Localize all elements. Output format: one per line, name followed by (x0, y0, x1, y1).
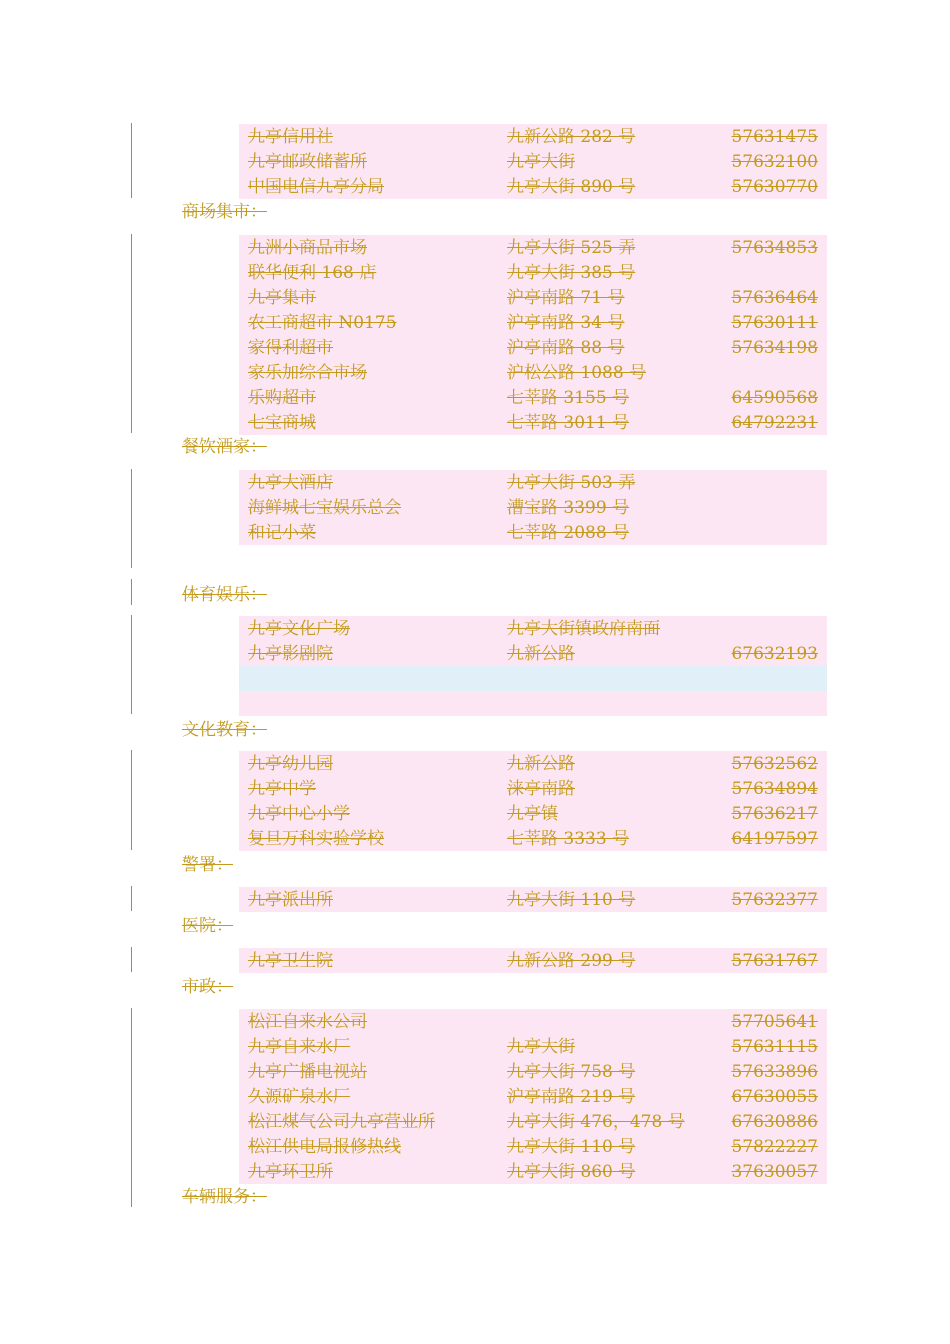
entry-phone: 57631115 (731, 1037, 818, 1057)
entry-name: 九洲小商品市场 (248, 238, 367, 258)
entry-phone: 67630055 (731, 1087, 818, 1107)
table-row (239, 1159, 827, 1184)
margin-bar (131, 579, 132, 605)
table-row (239, 1009, 827, 1034)
entry-phone: 64197597 (731, 829, 818, 849)
entry-phone: 64590568 (731, 388, 818, 408)
entry-address: 九亭镇 (507, 804, 558, 824)
entry-name: 松江煤气公司九亭营业所 (248, 1112, 435, 1132)
entry-address: 沪亭南路 219 号 (507, 1087, 636, 1107)
entry-name: 松江供电局报修热线 (248, 1137, 401, 1157)
table-row (239, 149, 827, 174)
table-row (239, 1034, 827, 1059)
entry-name: 九亭中心小学 (248, 804, 350, 824)
table-row (239, 335, 827, 360)
section-heading: 餐饮酒家： (182, 437, 267, 457)
table-row (239, 776, 827, 801)
section-heading: 文化教育： (182, 720, 267, 740)
table-row (239, 1109, 827, 1134)
entry-address: 九亭大街 (507, 152, 575, 172)
entry-address: 九亭大街 (507, 1037, 575, 1057)
entry-address: 九新公路 (507, 754, 575, 774)
entry-address: 九亭大街 110 号 (507, 890, 636, 910)
margin-bar (131, 234, 132, 433)
table-row (239, 520, 827, 545)
entry-address: 七莘路 2088 号 (507, 523, 630, 543)
entry-address: 漕宝路 3399 号 (507, 498, 630, 518)
table-row (239, 948, 827, 973)
table-row (239, 235, 827, 260)
table-row (239, 495, 827, 520)
entry-name: 九亭幼儿园 (248, 754, 333, 774)
entry-name: 松江自来水公司 (248, 1012, 367, 1032)
entry-name: 家得利超市 (248, 338, 333, 358)
entry-phone: 37630057 (731, 1162, 818, 1182)
entry-address: 沪亭南路 88 号 (507, 338, 625, 358)
table-row (239, 1059, 827, 1084)
entry-phone: 57632562 (731, 754, 818, 774)
margin-bar (131, 1008, 132, 1207)
entry-name: 农工商超市 N0175 (248, 313, 397, 333)
entry-phone: 57634853 (731, 238, 818, 258)
entry-phone: 57634198 (731, 338, 818, 358)
table-row (239, 1134, 827, 1159)
entry-phone: 57636464 (731, 288, 818, 308)
entry-name: 久源矿泉水厂 (248, 1087, 350, 1107)
margin-bar (131, 886, 132, 911)
entry-name: 九亭卫生院 (248, 951, 333, 971)
entry-name: 海鲜城七宝娱乐总会 (248, 498, 401, 518)
table-row (239, 1084, 827, 1109)
entry-address: 七莘路 3011 号 (507, 413, 630, 433)
entry-address: 七莘路 3333 号 (507, 829, 630, 849)
table-row (239, 666, 827, 691)
table-row (239, 691, 827, 716)
margin-bar (131, 123, 132, 198)
entry-address: 九新公路 (507, 644, 575, 664)
entry-address: 九亭大街 476，478 号 (507, 1112, 685, 1132)
entry-phone: 57633896 (731, 1062, 818, 1082)
section-heading: 警署： (182, 855, 233, 875)
table-row (239, 260, 827, 285)
section-heading: 医院： (182, 916, 233, 936)
entry-name: 九亭邮政储蓄所 (248, 152, 367, 172)
entry-name: 复旦万科实验学校 (248, 829, 384, 849)
entry-name: 九亭信用社 (248, 127, 333, 147)
entry-address: 沪亭南路 71 号 (507, 288, 625, 308)
table-row (239, 470, 827, 495)
table-row (239, 285, 827, 310)
entry-phone: 64792231 (731, 413, 818, 433)
table-row (239, 360, 827, 385)
entry-phone: 67632193 (731, 644, 818, 664)
table-row (239, 826, 827, 851)
entry-name: 九亭中学 (248, 779, 316, 799)
margin-bar (131, 947, 132, 972)
entry-phone: 57630770 (731, 177, 818, 197)
entry-name: 九亭自来水厂 (248, 1037, 350, 1057)
table-row (239, 410, 827, 435)
entry-phone: 57631767 (731, 951, 818, 971)
section-heading: 车辆服务： (182, 1187, 267, 1207)
entry-address: 九新公路 282 号 (507, 127, 636, 147)
entry-address: 九亭大街 385 号 (507, 263, 636, 283)
entry-name: 家乐加综合市场 (248, 363, 367, 383)
entry-phone: 57632377 (731, 890, 818, 910)
entry-address: 九亭大街 525 弄 (507, 238, 636, 258)
entry-address: 九亭大街 860 号 (507, 1162, 636, 1182)
table-row (239, 124, 827, 149)
entry-name: 和记小菜 (248, 523, 316, 543)
table-row (239, 174, 827, 199)
entry-address: 七莘路 3155 号 (507, 388, 630, 408)
entry-address: 沪松公路 1088 号 (507, 363, 647, 383)
entry-name: 九亭环卫所 (248, 1162, 333, 1182)
entry-phone: 57634894 (731, 779, 818, 799)
table-row (239, 616, 827, 641)
entry-name: 九亭派出所 (248, 890, 333, 910)
entry-address: 九新公路 299 号 (507, 951, 636, 971)
table-row (239, 641, 827, 666)
entry-name: 九亭广播电视站 (248, 1062, 367, 1082)
entry-phone: 57632100 (731, 152, 818, 172)
margin-bar (131, 469, 132, 568)
entry-phone: 57636217 (731, 804, 818, 824)
entry-name: 乐购超市 (248, 388, 316, 408)
entry-name: 七宝商城 (248, 413, 316, 433)
entry-address: 九亭大街镇政府南面 (507, 619, 660, 639)
entry-address: 九亭大街 890 号 (507, 177, 636, 197)
entry-phone: 57630111 (731, 313, 818, 333)
entry-name: 九亭文化广场 (248, 619, 350, 639)
entry-phone: 57822227 (731, 1137, 818, 1157)
entry-phone: 57705641 (731, 1012, 818, 1032)
margin-bar (131, 750, 132, 850)
section-heading: 市政： (182, 977, 233, 997)
entry-phone: 57631475 (731, 127, 818, 147)
entry-name: 九亭集市 (248, 288, 316, 308)
entry-address: 九亭大街 503 弄 (507, 473, 636, 493)
table-row (239, 887, 827, 912)
table-row (239, 801, 827, 826)
table-row (239, 751, 827, 776)
entry-address: 沪亭南路 34 号 (507, 313, 625, 333)
entry-phone: 67630886 (731, 1112, 818, 1132)
section-heading: 商场集市： (182, 202, 267, 222)
table-row (239, 385, 827, 410)
margin-bar (131, 615, 132, 714)
section-heading: 体育娱乐： (182, 585, 267, 605)
entry-address: 九亭大街 110 号 (507, 1137, 636, 1157)
entry-name: 联华便利 168 店 (248, 263, 377, 283)
entry-address: 九亭大街 758 号 (507, 1062, 636, 1082)
table-row (239, 310, 827, 335)
entry-name: 九亭大酒店 (248, 473, 333, 493)
entry-name: 中国电信九亭分局 (248, 177, 384, 197)
entry-name: 九亭影剧院 (248, 644, 333, 664)
entry-address: 涞亭南路 (507, 779, 575, 799)
